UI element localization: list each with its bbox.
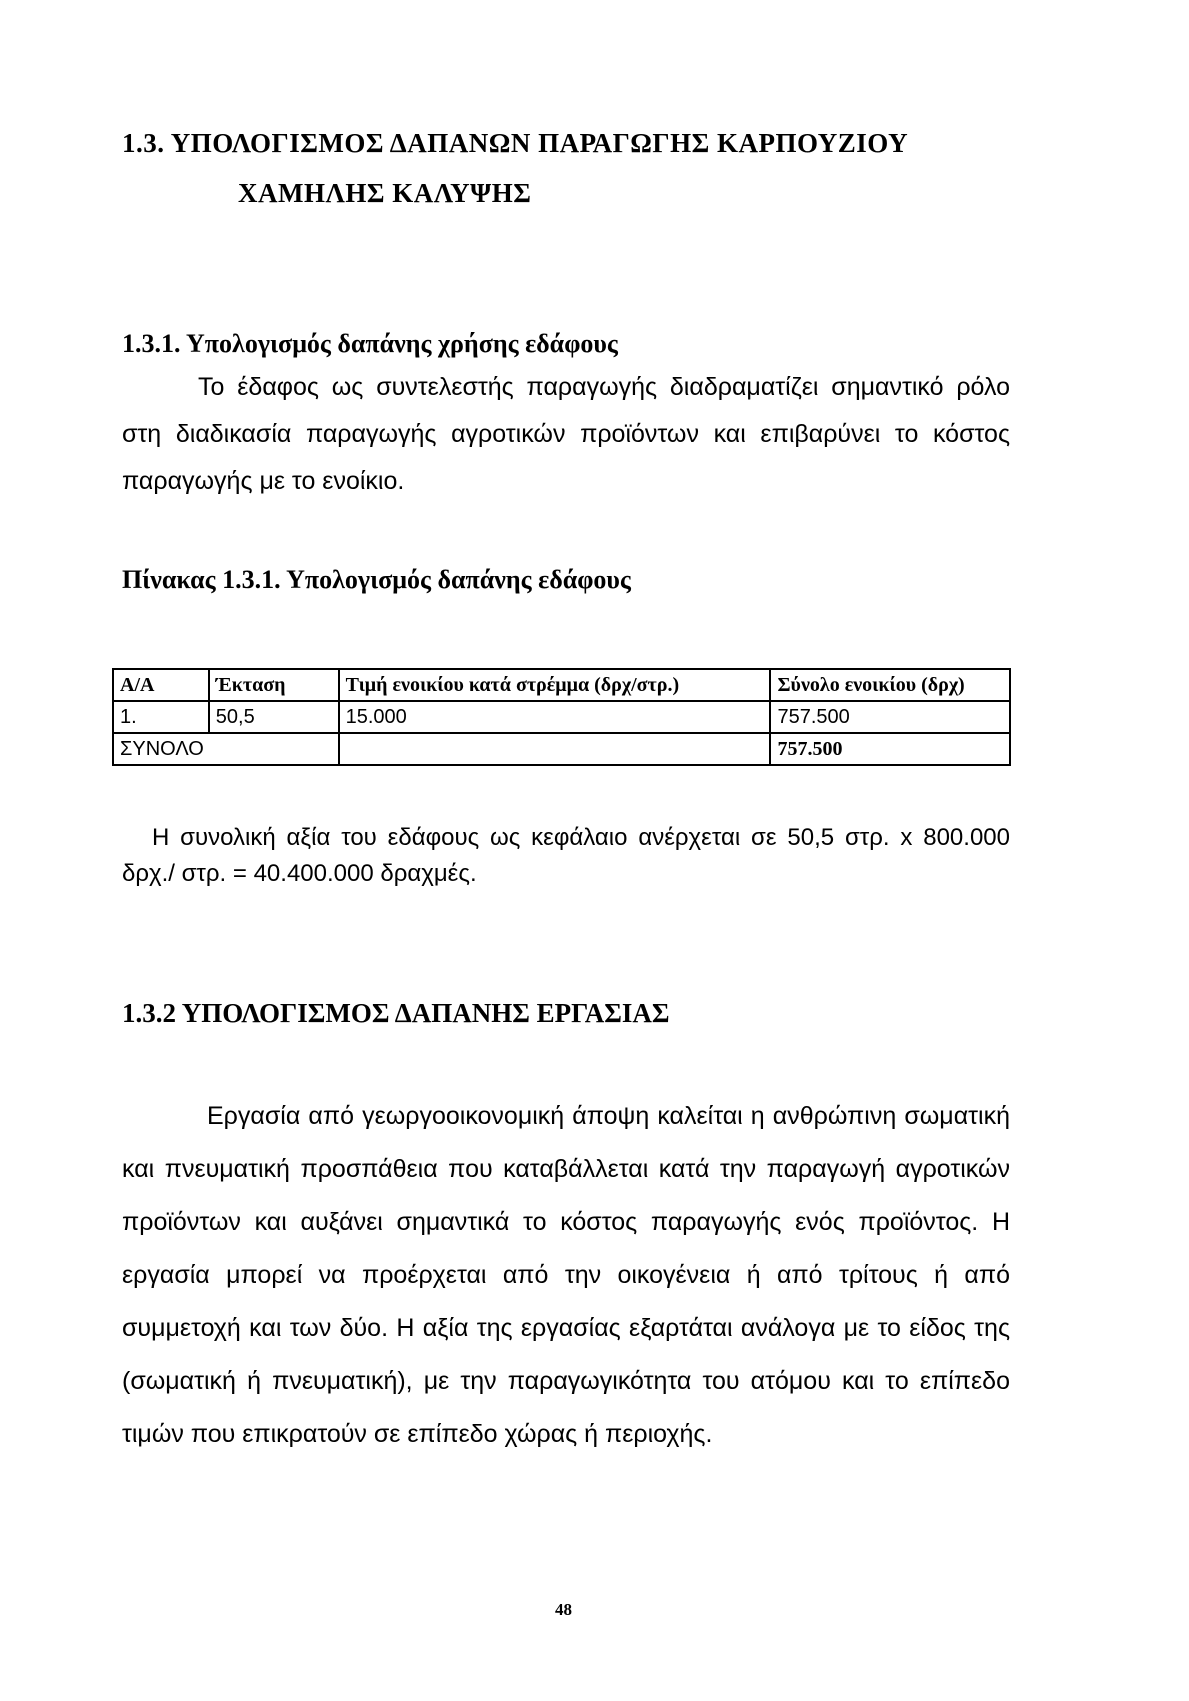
total-empty-cell <box>339 733 771 765</box>
table-row <box>113 701 1010 733</box>
main-title-line-2: ΧΑΜΗΛΗΣ ΚΑΛΥΨΗΣ <box>238 178 532 208</box>
section-2-paragraph: Εργασία από γεωργοοικονομική άποψη καλείται η ανθρώπινη σωματική και πνευματική προσπάθεια που καταβάλλεται κατά την παραγωγή αγροτικών προϊόντων και αυξάνει σημαντικά το κόστος παραγωγής ενός προϊόντος. Η εργασία μπορεί να προέρχεται από την οικογένεια ή από τρίτους ή από συμμετοχή και των δύο. Η αξία της εργασίας εξαρτάται ανάλογα με το είδος της (σωματική ή πνευματική), με την παραγωγικότητα του ατόμου και το επίπεδο τιμών που επικρατούν σε επίπεδο χώρας ή περιοχής. <box>122 1102 1010 1448</box>
total-label: ΣΥΝΟΛΟ <box>113 733 339 765</box>
header-area: Έκταση <box>209 669 339 701</box>
land-cost-table <box>112 668 1011 766</box>
section-2-heading: 1.3.2 ΥΠΟΛΟΓΙΣΜΟΣ ΔΑΠΑΝΗΣ ΕΡΓΑΣΙΑΣ <box>122 998 670 1028</box>
cell-area: 50,5 <box>209 701 339 733</box>
table-total-row <box>113 733 1010 765</box>
header-aa: Α/Α <box>113 669 209 701</box>
main-title-line-1: 1.3. ΥΠΟΛΟΓΙΣΜΟΣ ΔΑΠΑΝΩΝ ΠΑΡΑΓΩΓΗΣ ΚΑΡΠΟΥΖΙΟΥ <box>122 128 909 158</box>
land-value-summary: Η συνολική αξία του εδάφους ως κεφάλαιο ανέρχεται σε 50,5 στρ. x 800.000 δρχ./ στρ. = 40.400.000 δραχμές. <box>122 824 1010 887</box>
total-value: 757.500 <box>770 733 1010 765</box>
table-caption: Πίνακας 1.3.1. Υπολογισμός δαπάνης εδάφους <box>122 565 631 594</box>
cell-total-rent: 757.500 <box>770 701 1010 733</box>
header-total-rent: Σύνολο ενοικίου (δρχ) <box>770 669 1010 701</box>
header-rent-per-stremma: Τιμή ενοικίου κατά στρέμμα (δρχ/στρ.) <box>339 669 771 701</box>
section-1-heading: 1.3.1. Υπολογισμός δαπάνης χρήσης εδάφους <box>122 329 618 358</box>
cell-rent-per-stremma: 15.000 <box>339 701 771 733</box>
page-number: 48 <box>555 1600 572 1619</box>
cell-aa: 1. <box>113 701 209 733</box>
table-header-row <box>113 669 1010 701</box>
section-1-paragraph: Το έδαφος ως συντελεστής παραγωγής διαδραματίζει σημαντικό ρόλο στη διαδικασία παραγωγής αγροτικών προϊόντων και επιβαρύνει το κόστος παραγωγής με το ενοίκιο. <box>122 373 1010 495</box>
